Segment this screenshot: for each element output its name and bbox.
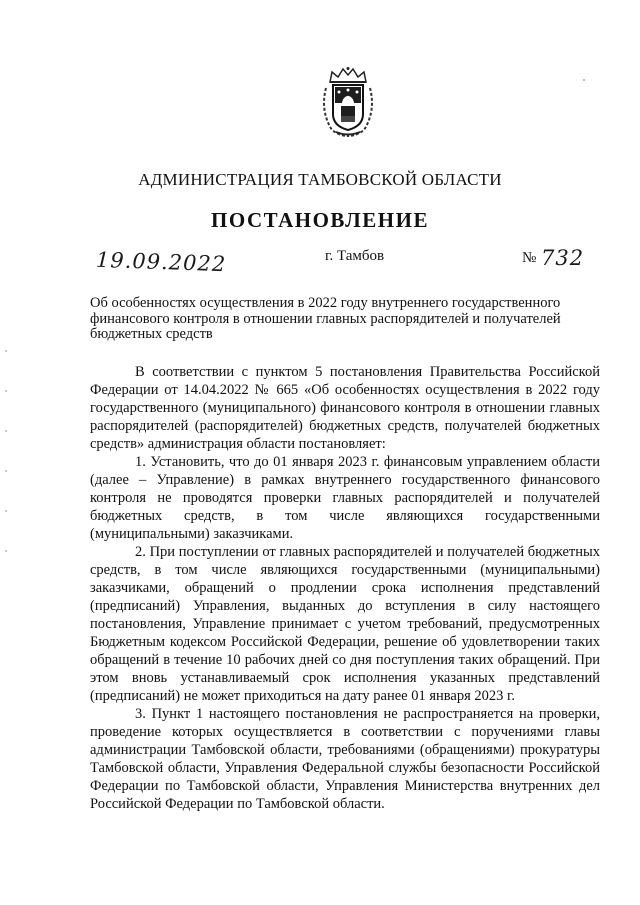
- document-subject: Об особенностях осуществления в 2022 году внутреннего государственного финансового контроля в отношении главных распорядителей и получателей бюджетных средств: [90, 295, 561, 342]
- number-label: №: [522, 250, 537, 266]
- document-type-title: ПОСТАНОВЛЕНИЕ: [211, 208, 429, 232]
- scan-margin-marks: [5, 350, 7, 580]
- issue-city: г. Тамбов: [325, 248, 385, 264]
- document-body: [90, 363, 600, 813]
- handwritten-number: 732: [541, 246, 585, 270]
- clause-2-paragraph: 2. При поступлении от главных распорядителей и получателей бюджетных средств, в том числе являющихся государственными (муниципальными) заказчиками, обращений о продлении срока исполнения представлений (предписаний) Управления, выданных до вступления в силу настоящего постановления, Управление принимает с учетом требований, предусмотренных Бюджетным кодексом Российской Федерации, решение об удовлетворении таких обращений в течение 10 рабочих дней со дня поступления таких обращений. При этом вновь устанавливаемый срок исполнения указанных представлений (предписаний) не может приходиться на дату ранее 01 января 2023 г.: [90, 544, 600, 704]
- scan-speck: [583, 79, 585, 81]
- handwritten-date: 19.09.2022: [95, 247, 227, 277]
- tambov-coat-of-arms-icon: [318, 66, 378, 138]
- clause-3-paragraph: 3. Пункт 1 настоящего постановления не распространяется на проверки, проведение которых осуществляется в соответствии с поручениями главы администрации Тамбовской области, требованиями (обращениями) прокуратуры Тамбовской области, Управления Федеральной службы безопасности Российской Федерации по Тамбовской области, Управления Министерства внутренних дел Российской Федерации по Тамбовской области.: [90, 706, 600, 812]
- preamble-paragraph: В соответствии с пунктом 5 постановления Правительства Российской Федерации от 14.04.2022 № 665 «Об особенностях осуществления в 2022 году государственного (муниципального) финансового контроля в отношении главных распорядителей (распорядителей) бюджетных средств, получателей бюджетных средств» администрация области постановляет:: [90, 364, 600, 452]
- clause-1-paragraph: 1. Установить, что до 01 января 2023 г. финансовым управлением области (далее – Управление) в рамках внутреннего государственного финансового контроля не проводятся проверки главных распорядителей и получателей бюджетных средств, в том числе являющихся государственными (муниципальными) заказчиками.: [90, 454, 600, 542]
- organization-name: АДМИНИСТРАЦИЯ ТАМБОВСКОЙ ОБЛАСТИ: [138, 170, 502, 189]
